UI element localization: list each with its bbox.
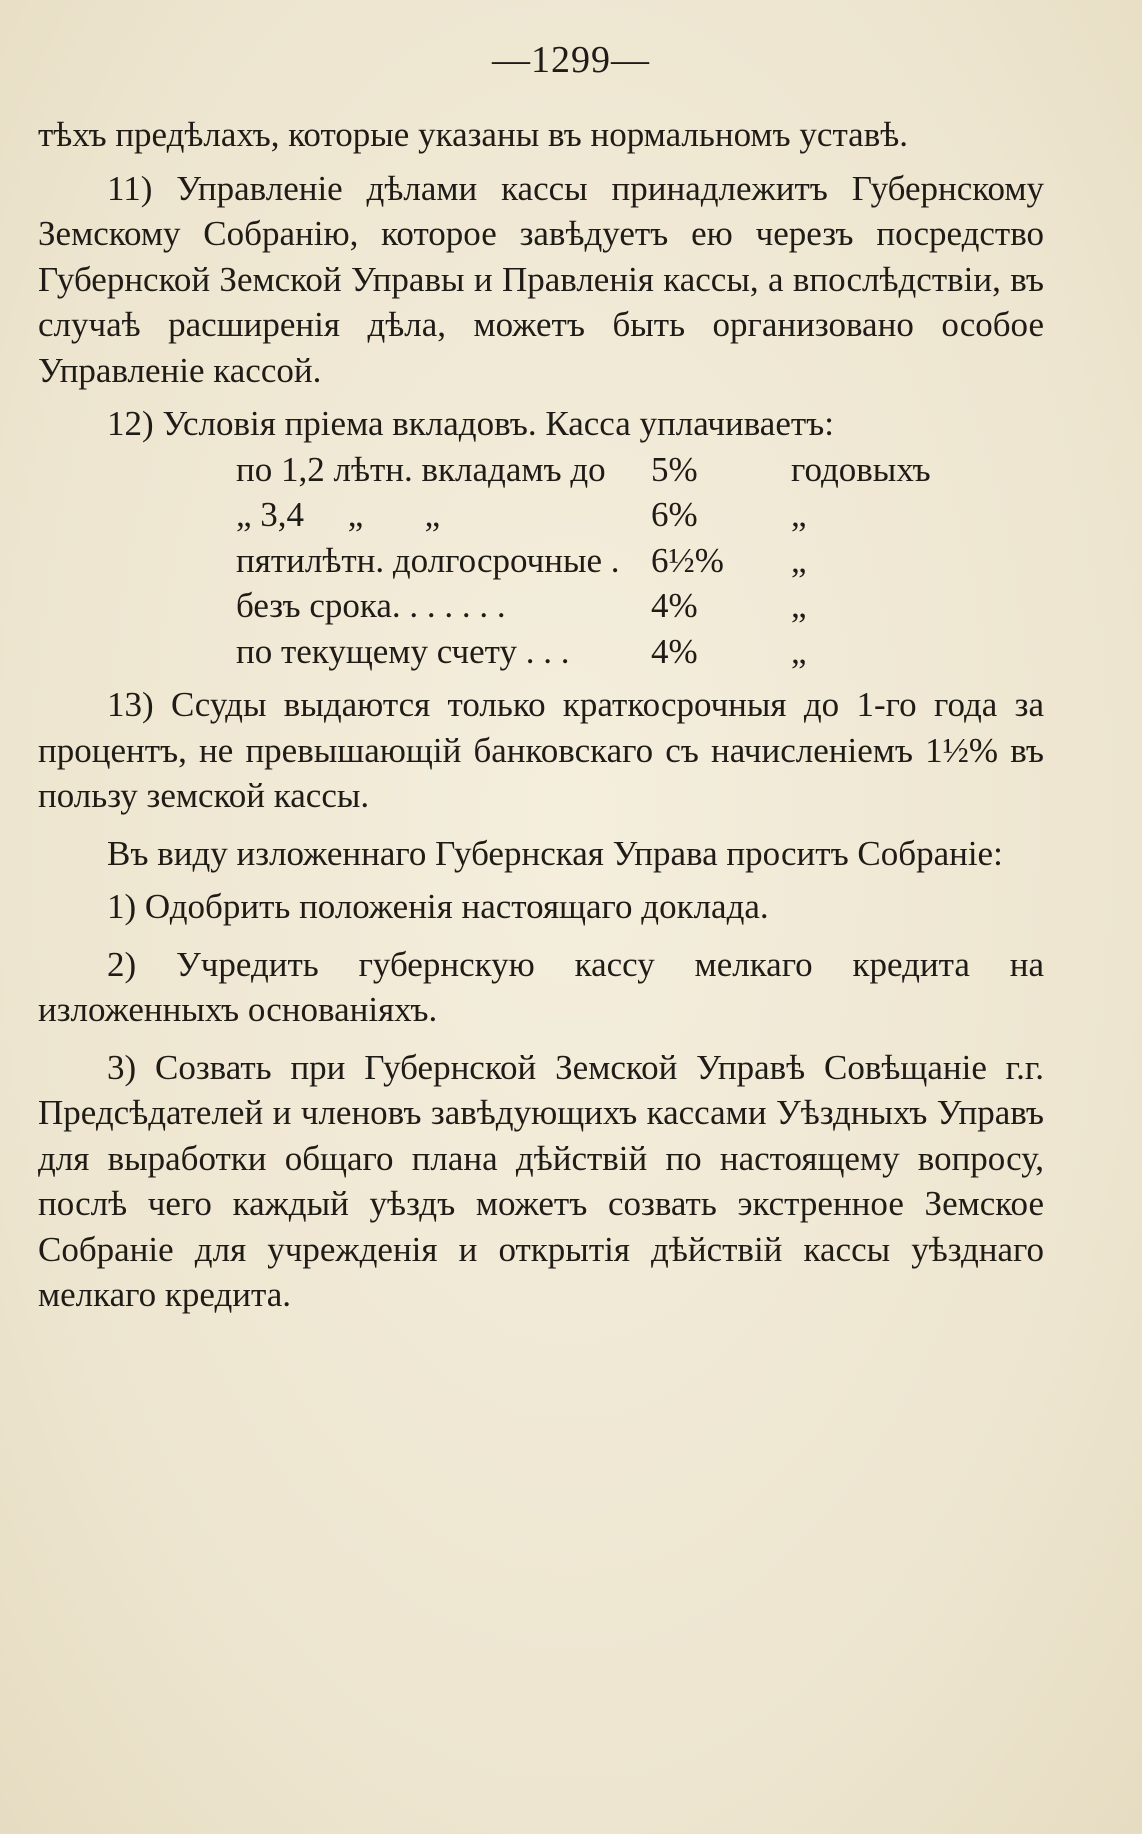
- paragraph-13: 13) Ссуды выдаются только краткосрочныя до 1-го года за процентъ, не превышающій банковскаго съ начисленіемъ 1½% въ пользу земской кассы.: [38, 685, 1044, 815]
- deposit-rates-table: [236, 447, 931, 675]
- rate-label: по текущему счету . . .: [236, 631, 570, 671]
- rate-label: „ 3,4 „ „: [236, 495, 441, 534]
- rate-value: 6½%: [651, 540, 724, 580]
- paragraph-12: 12) Условія пріема вкладовъ. Касса уплачиваетъ:: [107, 404, 834, 443]
- rate-value: 4%: [651, 586, 698, 625]
- rate-label: безъ срока. . . . . . .: [236, 586, 506, 625]
- page-number: —1299—: [492, 39, 650, 81]
- rate-row: [236, 447, 931, 493]
- rate-row: [236, 583, 876, 629]
- rate-value: 4%: [651, 631, 698, 671]
- rate-label: пятилѣтн. долгосрочные .: [236, 540, 620, 580]
- rate-row: [236, 492, 876, 538]
- rate-row: [236, 538, 876, 584]
- request-paragraph: Въ виду изложеннаго Губернская Управа проситъ Собраніе:: [107, 833, 1003, 873]
- request-item-1: 1) Одобрить положенія настоящаго доклада.: [107, 887, 769, 926]
- rate-value: 6%: [651, 495, 698, 534]
- rate-unit: годовыхъ: [791, 449, 931, 489]
- rate-row: [236, 629, 876, 675]
- paragraph-11: 11) Управленіе дѣлами кассы принадлежитъ Губернскому Земскому Собранію, которое завѣдуетъ ею черезъ посредство Губернской Земской Управы и Правленія кассы, а впослѣдствіи, въ случаѣ расширенія дѣла, можетъ быть организовано особое Управленіе кассой.: [38, 168, 1044, 390]
- rate-value: 5%: [651, 449, 698, 489]
- rate-unit: „: [791, 540, 807, 580]
- request-item-3: 3) Созвать при Губернской Земской Управѣ Совѣщаніе г.г. Предсѣдателей и членовъ завѣдующихъ кассами Уѣздныхъ Управъ для выработки общаго плана дѣйствій по настоящему вопросу, послѣ чего каждый уѣздъ можетъ созвать экстренное Земское Собраніе для учрежденія и открытія дѣйствій кассы уѣзднаго мелкаго кредита.: [38, 1047, 1044, 1314]
- rate-unit: „: [791, 586, 807, 625]
- request-item-2: 2) Учредить губернскую кассу мелкаго кредита на изложенныхъ основаніяхъ.: [38, 944, 1044, 1029]
- rate-unit: „: [791, 631, 807, 671]
- rate-unit: „: [791, 495, 807, 534]
- body-text: [38, 112, 1044, 1318]
- rate-label: по 1,2 лѣтн. вкладамъ до: [236, 449, 606, 489]
- intro-line: тѣхъ предѣлахъ, которые указаны въ нормальномъ уставѣ.: [38, 115, 908, 154]
